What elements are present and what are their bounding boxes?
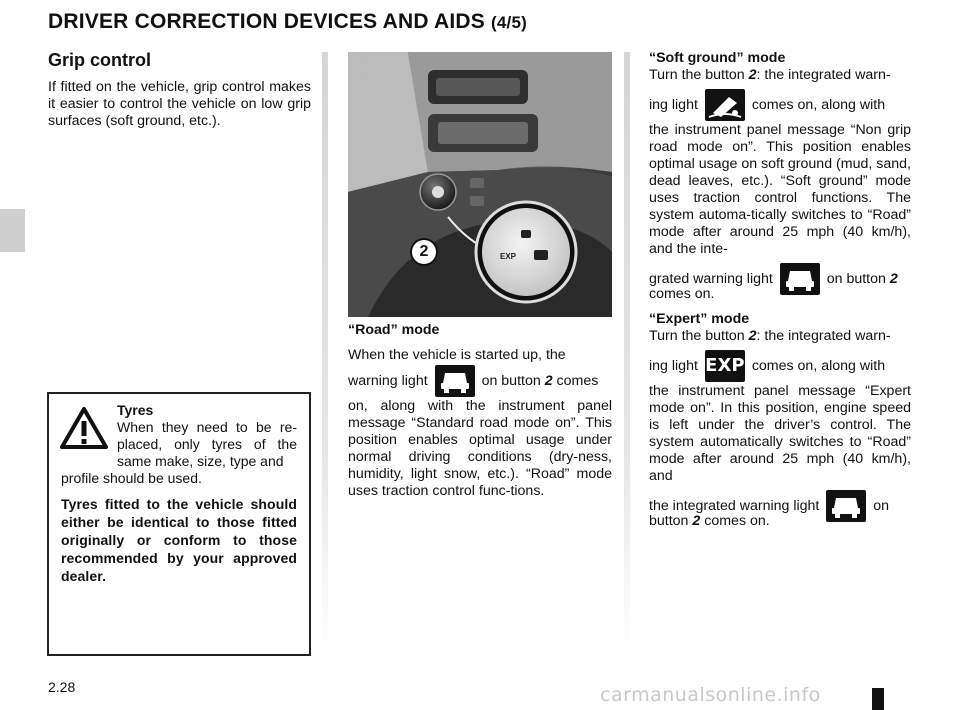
expert-last-ref: 2	[692, 513, 701, 529]
photo-exp-label: EXP	[500, 252, 517, 261]
warning-text-indented: When they need to be re-placed, only tyres of the same make, size, type and	[117, 419, 297, 469]
soft-ground-text	[649, 67, 911, 303]
road-line1: When the vehicle is started up, the	[348, 347, 566, 363]
road-mode-heading: “Road” mode	[348, 322, 440, 338]
expert-last-pre: the integrated warning light	[649, 498, 820, 514]
road-rest: on, along with the instrument panel message “Standard road mode on”. This position enables optimal usage under normal driving conditions (dry-ness, humidity, light snow, etc.). “Road” mode uses traction control func-tions.	[348, 398, 612, 499]
watermark: carmanualsonline.info	[600, 684, 821, 706]
photo-ref-code: 38359	[362, 56, 372, 82]
grip-control-heading: Grip control	[48, 50, 151, 70]
road-mode-section	[348, 322, 612, 500]
soft-button-ref: 2	[748, 67, 757, 83]
grip-control-text: If fitted on the vehicle, grip control makes it easier to control the vehicle on low grip surfaces (soft ground, etc.).	[48, 79, 311, 129]
warning-triangle-icon	[59, 406, 109, 450]
title-text: DRIVER CORRECTION DEVICES AND AIDS	[48, 10, 485, 33]
expert-rest: the instrument panel message “Expert mode on”. In this position, engine speed is left under the driver’s control. The system automatically switches to “Road” mode after around 25 mph (40 km/h), and	[649, 383, 911, 484]
expert-pre-icon: ing light	[649, 358, 698, 374]
road-post-ref: comes	[556, 373, 599, 389]
expert-mode-heading: “Expert” mode	[649, 311, 750, 327]
road-mode-icon-2	[780, 263, 820, 295]
soft-last-end: comes on.	[649, 286, 715, 302]
soft-ground-heading: “Soft ground” mode	[649, 50, 786, 66]
soft-line1-post: : the integrated warn-	[756, 67, 891, 83]
warning-text-full: profile should be used.	[61, 470, 202, 486]
chapter-tab	[0, 209, 25, 252]
road-pre-icon: warning light	[348, 373, 428, 389]
expert-post-icon: comes on, along with	[751, 358, 886, 374]
corner-mark	[872, 688, 884, 710]
page-title	[48, 10, 527, 34]
road-mode-icon-3	[826, 490, 866, 522]
page-number: 2.28	[48, 679, 76, 695]
grip-control-photo	[348, 52, 612, 317]
dashboard-illustration	[348, 52, 612, 317]
right-column	[649, 50, 911, 530]
expert-button-ref: 2	[748, 328, 757, 344]
road-button-ref: 2	[544, 373, 553, 389]
expert-mode-text	[649, 328, 911, 530]
soft-rest: the instrument panel message “Non grip road mode on”. This position enables optimal usage on soft ground (mud, sand, dead leaves, etc.). “Soft ground” mode uses traction control functions. The system automa-tically switches to “Road” mode after around 25 mph (40 km/h), and the inte-	[649, 122, 911, 257]
expert-last-line2-pre: button	[649, 513, 689, 529]
expert-last-end: comes on.	[704, 513, 770, 529]
expert-mode-icon: EXP	[705, 350, 745, 382]
soft-pre-icon: ing light	[649, 97, 698, 113]
road-post-icon: on button	[481, 373, 541, 389]
soft-last-ref: 2	[889, 271, 898, 287]
expert-line1-pre: Turn the button	[649, 328, 745, 344]
warning-bold-text: Tyres fitted to the vehicle should either be identical to those fitted originally or conform to those recommended by your approved dealer.	[61, 496, 297, 584]
title-page-of: (4/5)	[491, 13, 527, 32]
soft-post-icon: comes on, along with	[751, 97, 886, 113]
column-separator-right	[624, 52, 630, 652]
expert-line1-post: : the integrated warn-	[756, 328, 891, 344]
warning-heading: Tyres	[117, 402, 154, 418]
soft-last-pre: grated warning light	[649, 271, 773, 287]
column-separator-left	[322, 52, 328, 652]
soft-last-post: on button	[826, 271, 886, 287]
soft-ground-icon	[705, 89, 745, 121]
expert-last-post: on	[873, 498, 890, 514]
callout-2: 2	[410, 238, 438, 266]
soft-line1-pre: Turn the button	[649, 67, 745, 83]
road-mode-text	[348, 347, 612, 500]
warning-box	[47, 392, 311, 656]
road-mode-icon	[435, 365, 475, 397]
